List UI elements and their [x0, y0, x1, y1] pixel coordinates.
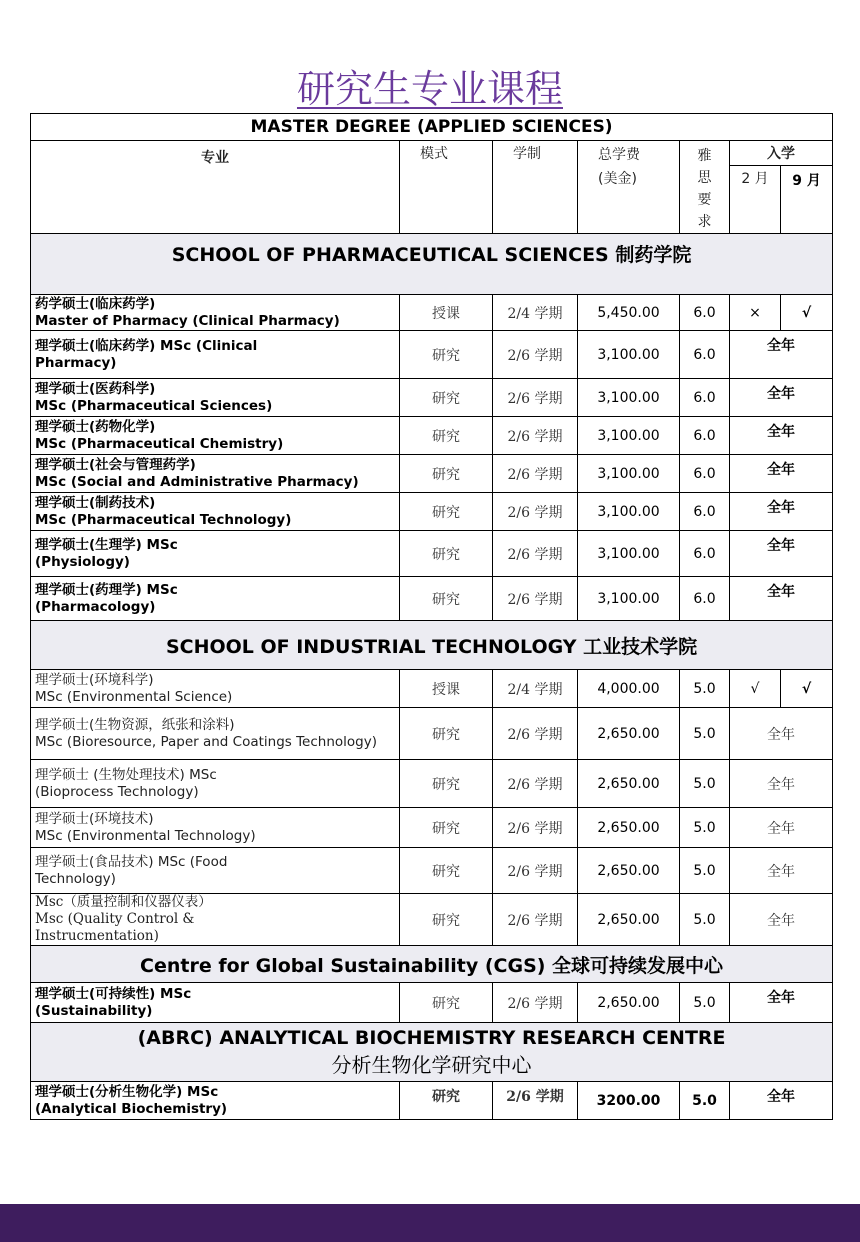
cell-ielts: 6.0 — [680, 577, 730, 621]
cell-intake: 全年 — [730, 708, 833, 760]
major-en: (Physiology) — [35, 553, 130, 570]
cell-major — [31, 577, 400, 621]
cell-major — [31, 808, 400, 848]
major-en: Instrucmentation) — [35, 928, 159, 944]
cell-duration: 2/6 学期 — [493, 848, 578, 894]
cell-duration: 2/6 学期 — [493, 531, 578, 577]
cell-mode: 研究 — [400, 808, 493, 848]
cell-ielts: 5.0 — [680, 894, 730, 946]
cell-mode: 研究 — [400, 331, 493, 379]
header-ielts-char: 求 — [697, 214, 712, 230]
cell-intake: 全年 — [730, 493, 833, 531]
cell-intake-feb: √ — [730, 670, 781, 708]
cell-duration: 2/6 学期 — [493, 379, 578, 417]
major-cn: 理学硕士(生物资源，纸张和涂料) — [35, 716, 235, 733]
cell-mode: 研究 — [400, 983, 493, 1023]
major-en: (Bioprocess Technology) — [35, 783, 199, 800]
cell-major — [31, 670, 400, 708]
table-row — [31, 894, 833, 946]
header-intake: 入学 — [730, 141, 833, 166]
section-row — [31, 946, 833, 983]
cell-duration: 2/6 学期 — [493, 493, 578, 531]
major-cn: 理学硕士(临床药学) MSc (Clinical — [35, 337, 258, 354]
header-fee-line2: (美金) — [598, 171, 637, 187]
cell-duration: 2/6 学期 — [493, 455, 578, 493]
cell-fee: 3200.00 — [578, 1082, 680, 1120]
section-row — [31, 621, 833, 670]
major-cn: 理学硕士(制药技术) — [35, 494, 156, 511]
cell-mode: 研究 — [400, 455, 493, 493]
major-cn: 理学硕士(社会与管理药学) — [35, 456, 196, 473]
cell-intake: 全年 — [730, 531, 833, 577]
cell-major — [31, 983, 400, 1023]
cell-intake-sep: √ — [781, 295, 833, 331]
header-ielts-char: 思 — [697, 170, 712, 186]
cell-intake: 全年 — [730, 848, 833, 894]
cell-ielts: 5.0 — [680, 708, 730, 760]
major-en: MSc (Environmental Science) — [35, 688, 233, 705]
cell-mode: 研究 — [400, 417, 493, 455]
cell-ielts: 5.0 — [680, 670, 730, 708]
major-en: Master of Pharmacy (Clinical Pharmacy) — [35, 312, 340, 329]
cell-mode: 研究 — [400, 894, 493, 946]
major-en: MSc (Pharmaceutical Technology) — [35, 511, 292, 528]
cell-ielts: 6.0 — [680, 417, 730, 455]
table-row — [31, 760, 833, 808]
cell-mode: 授课 — [400, 295, 493, 331]
section-title-line: 分析生物化学研究中心 — [331, 1052, 532, 1077]
header-major: 专业 — [31, 141, 400, 234]
cell-intake: 全年 — [730, 760, 833, 808]
cell-major — [31, 331, 400, 379]
section-title-line: SCHOOL OF PHARMACEUTICAL SCIENCES 制药学院 — [171, 244, 692, 266]
major-en: MSc (Bioresource, Paper and Coatings Technology) — [35, 733, 377, 750]
major-cn: 理学硕士(医药科学) — [35, 380, 156, 397]
cell-fee: 2,650.00 — [578, 760, 680, 808]
cell-intake: 全年 — [730, 894, 833, 946]
cell-ielts: 6.0 — [680, 295, 730, 331]
cell-major — [31, 708, 400, 760]
page-title: 研究生专业课程 — [296, 67, 563, 111]
cell-ielts: 5.0 — [680, 848, 730, 894]
cell-fee: 4,000.00 — [578, 670, 680, 708]
table-row — [31, 455, 833, 493]
cell-mode: 授课 — [400, 670, 493, 708]
section-title-line: Centre for Global Sustainability (CGS) 全球可持续发展中心 — [140, 954, 724, 977]
cell-duration: 2/6 学期 — [493, 894, 578, 946]
major-en: MSc (Environmental Technology) — [35, 827, 256, 844]
header-fee — [578, 141, 680, 234]
major-cn: 理学硕士(分析生物化学) MSc — [35, 1083, 219, 1100]
cell-fee: 2,650.00 — [578, 894, 680, 946]
table-row — [31, 417, 833, 455]
cell-fee: 2,650.00 — [578, 848, 680, 894]
header-duration: 学制 — [493, 141, 578, 234]
major-en: Technology) — [35, 870, 116, 887]
table-row — [31, 1082, 833, 1120]
header-fee-line1: 总学费 — [598, 147, 640, 163]
section-title-line: SCHOOL OF INDUSTRIAL TECHNOLOGY 工业技术学院 — [165, 635, 698, 658]
cell-duration: 2/4 学期 — [493, 295, 578, 331]
cell-major — [31, 295, 400, 331]
section-title-line: (ABRC) ANALYTICAL BIOCHEMISTRY RESEARCH CENTRE — [137, 1026, 726, 1049]
table-row — [31, 331, 833, 379]
header-ielts-char: 雅 — [697, 148, 712, 164]
cell-duration: 2/6 学期 — [493, 983, 578, 1023]
cell-major — [31, 493, 400, 531]
cell-intake: 全年 — [730, 983, 833, 1023]
major-en: (Analytical Biochemistry) — [35, 1100, 228, 1117]
cell-ielts: 5.0 — [680, 808, 730, 848]
major-cn: 理学硕士(食品技术) MSc (Food — [35, 853, 228, 870]
cell-major — [31, 894, 400, 946]
cell-duration: 2/6 学期 — [493, 331, 578, 379]
major-en: Pharmacy) — [35, 354, 117, 371]
table-row — [31, 983, 833, 1023]
major-en: MSc (Social and Administrative Pharmacy) — [35, 473, 359, 490]
cell-duration: 2/6 学期 — [493, 760, 578, 808]
header-intake-feb: 2 月 — [730, 166, 781, 234]
cell-fee: 5,450.00 — [578, 295, 680, 331]
cell-intake: 全年 — [730, 417, 833, 455]
cell-intake-sep: √ — [781, 670, 833, 708]
cell-duration: 2/6 学期 — [493, 1082, 578, 1120]
major-cn: 理学硕士 (生物处理技术) MSc — [35, 766, 217, 783]
cell-fee: 3,100.00 — [578, 417, 680, 455]
section-title — [31, 946, 833, 983]
major-en: MSc (Pharmaceutical Sciences) — [35, 397, 273, 414]
cell-ielts: 6.0 — [680, 331, 730, 379]
cell-duration: 2/6 学期 — [493, 708, 578, 760]
cell-ielts: 5.0 — [680, 760, 730, 808]
table-title: MASTER DEGREE (APPLIED SCIENCES) — [31, 114, 833, 141]
cell-intake-feb: × — [730, 295, 781, 331]
cell-major — [31, 760, 400, 808]
major-cn: 理学硕士(生理学) MSc — [35, 536, 178, 553]
section-title — [31, 1023, 833, 1082]
cell-intake: 全年 — [730, 577, 833, 621]
cell-fee: 3,100.00 — [578, 455, 680, 493]
major-en: Msc (Quality Control & — [35, 911, 195, 927]
major-cn: 理学硕士(环境技术) — [35, 810, 154, 827]
cell-fee: 2,650.00 — [578, 983, 680, 1023]
cell-ielts: 5.0 — [680, 1082, 730, 1120]
cell-intake: 全年 — [730, 379, 833, 417]
cell-intake: 全年 — [730, 808, 833, 848]
major-cn: 药学硕士(临床药学) — [35, 295, 156, 312]
major-en: MSc (Pharmaceutical Chemistry) — [35, 435, 284, 452]
header-mode: 模式 — [400, 141, 493, 234]
major-en: (Pharmacology) — [35, 598, 156, 615]
major-cn: 理学硕士(药物化学) — [35, 418, 156, 435]
table-row — [31, 848, 833, 894]
table-row — [31, 577, 833, 621]
header-ielts — [680, 141, 730, 234]
cell-intake: 全年 — [730, 331, 833, 379]
table-row — [31, 493, 833, 531]
section-row — [31, 1023, 833, 1082]
cell-major — [31, 848, 400, 894]
table-row — [31, 808, 833, 848]
cell-duration: 2/6 学期 — [493, 577, 578, 621]
table-row — [31, 531, 833, 577]
cell-mode: 研究 — [400, 760, 493, 808]
table-row — [31, 379, 833, 417]
major-en: (Sustainability) — [35, 1002, 153, 1019]
cell-fee: 3,100.00 — [578, 531, 680, 577]
section-row — [31, 234, 833, 295]
section-title — [31, 234, 833, 295]
section-title — [31, 621, 833, 670]
programme-table — [30, 113, 833, 1120]
cell-ielts: 5.0 — [680, 983, 730, 1023]
cell-mode: 研究 — [400, 708, 493, 760]
cell-major — [31, 417, 400, 455]
cell-mode: 研究 — [400, 493, 493, 531]
cell-intake: 全年 — [730, 455, 833, 493]
footer-bar — [0, 1204, 860, 1242]
cell-fee: 3,100.00 — [578, 331, 680, 379]
cell-fee: 2,650.00 — [578, 808, 680, 848]
cell-ielts: 6.0 — [680, 531, 730, 577]
cell-fee: 2,650.00 — [578, 708, 680, 760]
cell-major — [31, 455, 400, 493]
cell-intake: 全年 — [730, 1082, 833, 1120]
cell-major — [31, 1082, 400, 1120]
cell-major — [31, 379, 400, 417]
cell-mode: 研究 — [400, 848, 493, 894]
cell-mode: 研究 — [400, 577, 493, 621]
cell-mode: 研究 — [400, 531, 493, 577]
cell-ielts: 6.0 — [680, 379, 730, 417]
major-cn: 理学硕士(环境科学) — [35, 671, 154, 688]
cell-fee: 3,100.00 — [578, 493, 680, 531]
cell-ielts: 6.0 — [680, 455, 730, 493]
table-row — [31, 295, 833, 331]
cell-fee: 3,100.00 — [578, 577, 680, 621]
table-row — [31, 708, 833, 760]
cell-major — [31, 531, 400, 577]
table-row — [31, 670, 833, 708]
cell-ielts: 6.0 — [680, 493, 730, 531]
major-cn: 理学硕士(可持续性) MSc — [35, 985, 192, 1002]
major-cn: Msc（质量控制和仪器仪表） — [35, 894, 212, 910]
cell-mode: 研究 — [400, 379, 493, 417]
cell-fee: 3,100.00 — [578, 379, 680, 417]
header-ielts-char: 要 — [697, 192, 712, 208]
cell-duration: 2/4 学期 — [493, 670, 578, 708]
cell-duration: 2/6 学期 — [493, 808, 578, 848]
cell-mode: 研究 — [400, 1082, 493, 1120]
header-intake-sep: 9 月 — [781, 166, 833, 234]
cell-duration: 2/6 学期 — [493, 417, 578, 455]
major-cn: 理学硕士(药理学) MSc — [35, 581, 178, 598]
